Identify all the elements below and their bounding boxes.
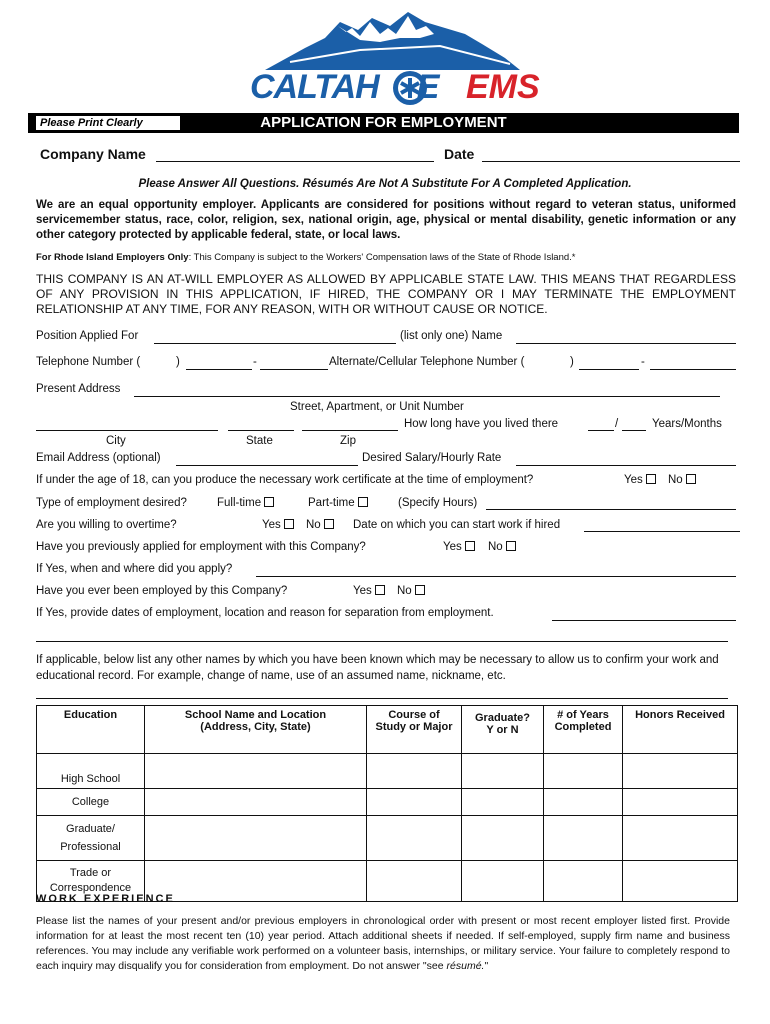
rhode-island-text: : This Company is subject to the Workers' Compensation laws of the State of Rhode Island.* — [188, 252, 576, 263]
no-label: No — [306, 519, 321, 531]
position-label: Position Applied For — [36, 330, 139, 342]
date-field[interactable] — [482, 161, 740, 162]
checkbox-icon[interactable] — [324, 519, 334, 529]
checkbox-icon[interactable] — [375, 585, 385, 595]
telephone-close-paren: ) — [176, 356, 180, 368]
how-long-label: How long have you lived there — [404, 418, 559, 430]
education-header: Education — [37, 706, 145, 754]
telephone-field-1[interactable] — [186, 369, 252, 370]
table-cell[interactable] — [367, 861, 462, 902]
checkbox-icon[interactable] — [506, 541, 516, 551]
row-label: Graduate/ Professional — [37, 816, 145, 861]
table-cell[interactable] — [544, 816, 623, 861]
if-yes-dates-label: If Yes, provide dates of employment, location and reason for separation from employment. — [36, 607, 494, 619]
alt-phone-label: Alternate/Cellular Telephone Number ( — [329, 356, 525, 368]
row-label: College — [37, 789, 145, 816]
checkbox-icon[interactable] — [358, 497, 368, 507]
specify-hours-label: (Specify Hours) — [398, 497, 478, 509]
work-experience-text: Please list the names of your present and/or previous employers in chronological order with present or most recent employer listed first. Provide information for at least the most recent ten (10) year period. Attach additional sheets if needed. If self-employed, supply firm name and business references. You may include any verifiable work performed on a volunteer basis, internships, or military service. Your failure to completely respond to each inquiry may disqualify you for consideration from employment. Do not answer "see résumé." — [36, 915, 730, 972]
years-months-slash: / — [615, 418, 619, 430]
checkbox-icon[interactable] — [646, 474, 656, 484]
years-months-label: Years/Months — [652, 418, 722, 430]
company-logo — [220, 4, 550, 108]
table-row — [37, 789, 738, 816]
telephone-dash: - — [253, 356, 257, 368]
school-header: School Name and Location (Address, City, State) — [145, 706, 367, 754]
other-names-field[interactable] — [36, 698, 728, 699]
checkbox-icon[interactable] — [686, 474, 696, 484]
page-title: APPLICATION FOR EMPLOYMENT — [260, 114, 507, 131]
row-label: High School — [37, 754, 145, 789]
rhode-island-bold: For Rhode Island Employers Only — [36, 252, 189, 263]
present-address-label: Present Address — [36, 383, 121, 395]
checkbox-icon[interactable] — [264, 497, 274, 507]
graduate-header: Graduate? Y or N — [462, 706, 544, 754]
prev-applied-label: Have you previously applied for employment with this Company? — [36, 541, 366, 553]
prev-employed-label: Have you ever been employed by this Company? — [36, 585, 288, 597]
yes-label: Yes — [443, 541, 462, 553]
under-18-no[interactable] — [668, 474, 696, 486]
table-cell[interactable] — [145, 754, 367, 789]
prev-applied-no[interactable] — [488, 541, 516, 553]
table-cell[interactable] — [462, 816, 544, 861]
telephone-label: Telephone Number ( — [36, 356, 141, 368]
table-cell[interactable] — [367, 816, 462, 861]
yes-label: Yes — [262, 519, 281, 531]
company-name-field[interactable] — [156, 161, 434, 162]
city-caption: City — [106, 435, 126, 447]
row-label: Trade or Correspondence — [37, 861, 145, 902]
email-label: Email Address (optional) — [36, 452, 161, 464]
name-field[interactable] — [516, 343, 736, 344]
type-employment-label: Type of employment desired? — [36, 497, 187, 509]
honors-header: Honors Received — [623, 706, 738, 754]
eeo-statement: We are an equal opportunity employer. Applicants are considered for positions without regard to veteran status, uniformed servicemember status, race, color, religion, sex, national origin, age, physical or mental disability, genetic information or any other category protected by applicable federal, state, or local laws. — [36, 199, 736, 241]
table-cell[interactable] — [544, 861, 623, 902]
alt-phone-dash: - — [641, 356, 645, 368]
state-field[interactable] — [228, 430, 294, 431]
table-cell[interactable] — [544, 789, 623, 816]
city-field[interactable] — [36, 430, 218, 431]
yes-label: Yes — [624, 474, 643, 486]
other-names-text: If applicable, below list any other names by which you have been known which may be necessary to allow us to confirm your work and educational record. For example, change of name, use of an assumed name, nickname, etc. — [36, 654, 719, 682]
table-cell[interactable] — [367, 754, 462, 789]
overtime-no[interactable] — [306, 519, 334, 531]
table-cell[interactable] — [145, 816, 367, 861]
prev-employed-no[interactable] — [397, 585, 425, 597]
alt-phone-field-2[interactable] — [650, 369, 736, 370]
part-time-option[interactable] — [308, 497, 368, 509]
yes-label: Yes — [353, 585, 372, 597]
email-field[interactable] — [176, 465, 358, 466]
education-table — [36, 705, 738, 902]
overtime-label: Are you willing to overtime? — [36, 519, 177, 531]
title-bar — [28, 113, 739, 133]
years-header: # of Years Completed — [544, 706, 623, 754]
table-cell[interactable] — [462, 789, 544, 816]
zip-caption: Zip — [340, 435, 356, 447]
table-cell[interactable] — [145, 861, 367, 902]
logo-text-left: CALTAH — [250, 68, 379, 106]
under-18-yes[interactable] — [624, 474, 656, 486]
if-yes-dates-field-2[interactable] — [36, 641, 728, 642]
part-time-label: Part-time — [308, 497, 355, 509]
full-time-label: Full-time — [217, 497, 262, 509]
table-cell[interactable] — [462, 754, 544, 789]
alt-phone-close-paren: ) — [570, 356, 574, 368]
table-row — [37, 816, 738, 861]
table-cell[interactable] — [367, 789, 462, 816]
table-header-row — [37, 706, 738, 754]
table-cell[interactable] — [623, 861, 738, 902]
salary-label: Desired Salary/Hourly Rate — [362, 452, 502, 464]
table-cell[interactable] — [623, 789, 738, 816]
full-time-option[interactable] — [217, 497, 274, 509]
no-label: No — [488, 541, 503, 553]
start-date-field[interactable] — [584, 531, 740, 532]
state-caption: State — [246, 435, 273, 447]
name-label: (list only one) Name — [400, 330, 503, 342]
prev-employed-yes[interactable] — [353, 585, 385, 597]
no-label: No — [668, 474, 683, 486]
months-field[interactable] — [622, 430, 646, 431]
under-18-question: If under the age of 18, can you produce the necessary work certificate at the time of employment? — [36, 474, 534, 486]
start-date-label: Date on which you can start work if hired — [353, 519, 561, 531]
company-name-label: Company Name — [40, 146, 146, 162]
zip-field[interactable] — [302, 430, 398, 431]
checkbox-icon[interactable] — [415, 585, 425, 595]
overtime-yes[interactable] — [262, 519, 294, 531]
notice-text: Please Answer All Questions. Résumés Are Not A Substitute For A Completed Application. — [138, 178, 632, 190]
print-clearly-note: Please Print Clearly — [36, 116, 180, 130]
years-field[interactable] — [588, 430, 614, 431]
rhode-island-note — [36, 252, 576, 263]
salary-field[interactable] — [516, 465, 736, 466]
position-field[interactable] — [154, 343, 396, 344]
checkbox-icon[interactable] — [284, 519, 294, 529]
street-caption: Street, Apartment, or Unit Number — [290, 401, 464, 413]
table-cell[interactable] — [145, 789, 367, 816]
work-experience-heading: WORK EXPERIENCE — [36, 893, 175, 905]
table-cell[interactable] — [462, 861, 544, 902]
no-label: No — [397, 585, 412, 597]
if-yes-dates-field[interactable] — [552, 620, 736, 621]
logo-text-e: E — [416, 68, 439, 106]
checkbox-icon[interactable] — [465, 541, 475, 551]
telephone-field-2[interactable] — [260, 369, 328, 370]
table-cell[interactable] — [544, 754, 623, 789]
table-row — [37, 754, 738, 789]
if-yes-when-label: If Yes, when and where did you apply? — [36, 563, 233, 575]
date-label: Date — [444, 146, 475, 162]
table-cell[interactable] — [623, 816, 738, 861]
alt-phone-field-1[interactable] — [579, 369, 639, 370]
logo-text-ems: EMS — [466, 68, 540, 106]
specify-hours-field[interactable] — [486, 509, 736, 510]
at-will-statement: THIS COMPANY IS AN AT-WILL EMPLOYER AS ALLOWED BY APPLICABLE STATE LAW. THIS MEANS THAT REGARDLESS OF ANY PROVISION IN THIS APPLICATION, IF HIRED, THE COMPANY OR I MAY TERMINATE THE EMPLOYMENT RELATIONSHIP AT ANY TIME, FOR ANY REASON, WITH OR WITHOUT CAUSE OR NOTICE. — [36, 272, 736, 316]
table-cell[interactable] — [623, 754, 738, 789]
course-header: Course of Study or Major — [367, 706, 462, 754]
prev-applied-yes[interactable] — [443, 541, 475, 553]
present-address-field[interactable] — [134, 396, 720, 397]
if-yes-when-field[interactable] — [256, 576, 736, 577]
